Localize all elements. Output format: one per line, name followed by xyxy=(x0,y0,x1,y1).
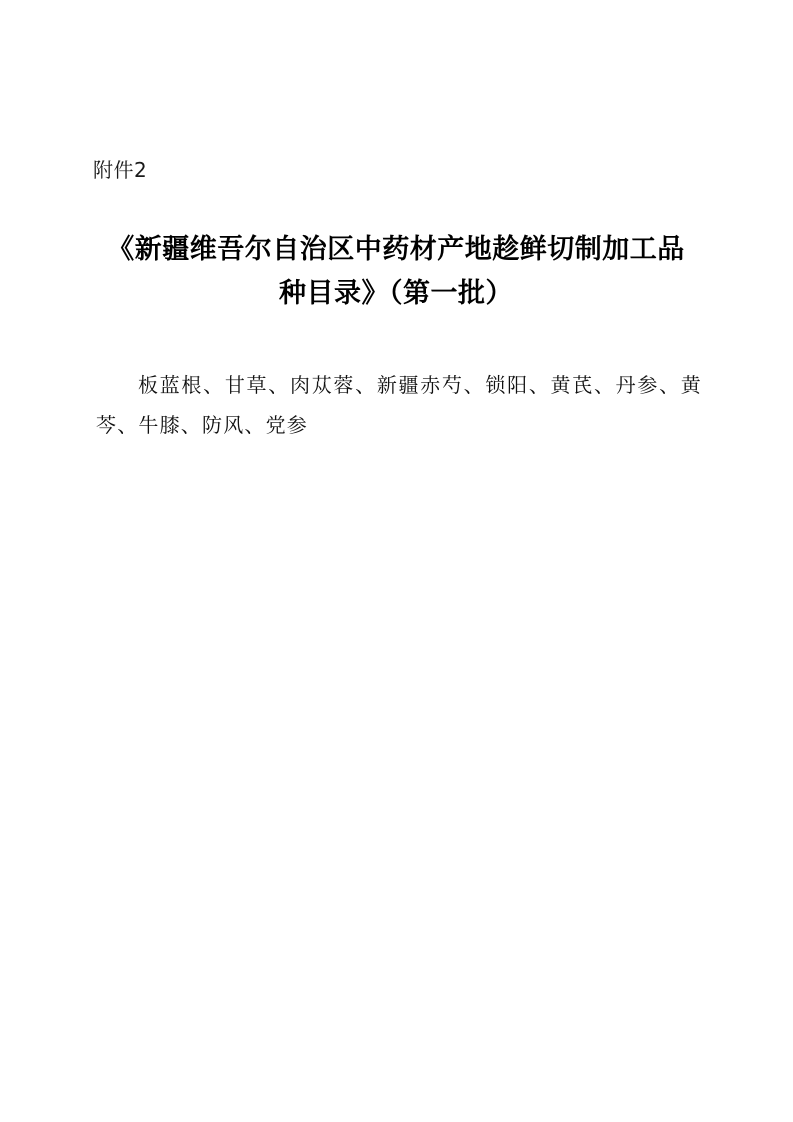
page-title: 《新疆维吾尔自治区中药材产地趁鲜切制加工品种目录》（第一批） xyxy=(107,234,685,309)
attachment-label: 附件2 xyxy=(93,158,148,182)
body-paragraph: 板蓝根、甘草、肉苁蓉、新疆赤芍、锁阳、黄芪、丹参、黄芩、牛膝、防风、党参 xyxy=(96,373,702,437)
